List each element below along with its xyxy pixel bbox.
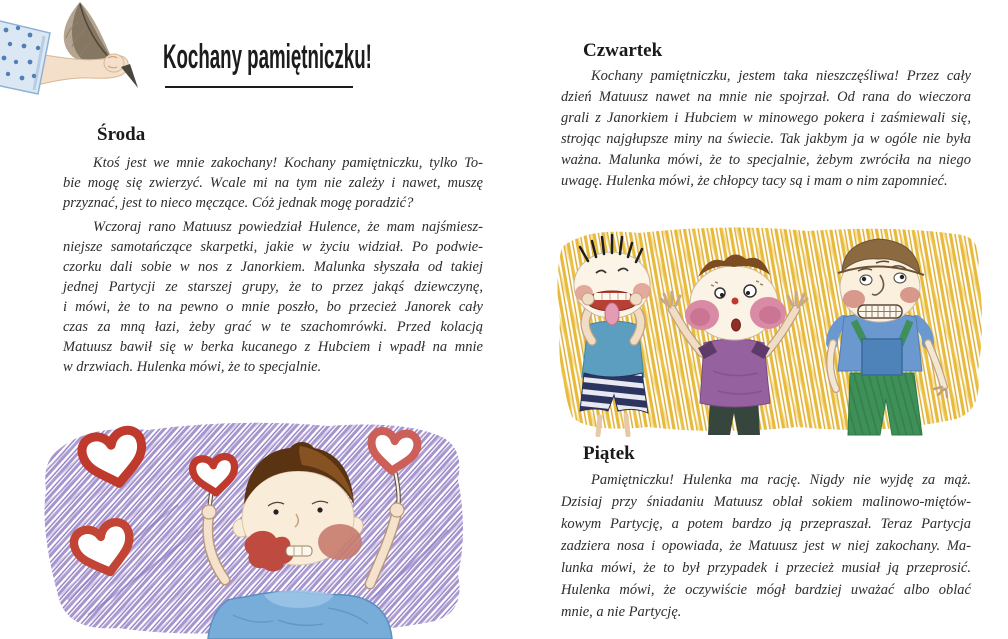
section-heading-piatek: Piątek [583,443,635,464]
diary-paragraph [561,66,971,192]
tongue [605,303,619,325]
text-line: Kochany pamiętniczku, jestem taka nieszczęśliwa! Przez cały [591,68,971,84]
text-line: i mówi, że to na pewno o mnie poszło, bo przecież Janorek cały [63,299,483,315]
text-line: zadziera nosa i opowiada, że Matuusz jest w niej zakochany. Ma- [561,538,971,554]
diary-paragraph [63,153,483,213]
diary-paragraph [63,217,483,377]
text-line: niejsze samotańczące skarpetki, jakie w życiu widział. Po podwie- [63,239,483,255]
text-line: Dzisiaj przy śniadaniu Matuusz oblał sokiem malinowo-miętów- [561,494,971,510]
diary-paragraph [561,469,971,623]
title-underline [165,86,353,88]
text-line: Wczoraj rano Matuusz powiedział Hulence, że mam najśmiesz- [93,219,483,235]
hand [104,54,124,72]
section-heading-sroda: Środa [97,124,146,145]
text-line: grali z Janorkiem i Hubciem w minowego pokera i zaśmiewali się, [561,110,971,126]
arm-holding-quill-illustration [0,0,150,118]
rosy-cheek [318,524,362,560]
text-line: mnie, a nie Partycję. [561,604,682,620]
text-line: lunka mówi, że to był przypadek i przecież musiał ją przeprosić. [561,560,971,576]
pen-nib-icon [121,64,138,88]
text-line: przyznać, jest to nieco męczące. Cóż jednak mogę poradzić? [63,195,414,211]
text-line: bie mogę się zwierzyć. Wcale mi na tym nie zależy i nawet, muszę [63,175,483,191]
text-line: Ktoś jest we mnie zakochany! Kochany pamiętniczku, tylko To- [93,155,483,171]
text-line: strojąc najgłupsze miny na świecie. Tak jakbym ja w ogóle nie była [561,131,971,147]
page-title-block [163,38,543,88]
text-line: Matuusz bawił się w berka kucanego z Hubciem i wpadł na mnie [63,339,483,355]
text-line: Pamiętniczku! Hulenka ma rację. Nigdy nie wyjdę za mąż. [591,472,971,488]
text-line: czas za mną łazi, żeby grać w te szachomrówki. Przed kolacją [63,319,483,335]
text-line: dzień Matuusz nawet na mnie nie spojrzał. Od rana do wieczora [561,89,971,105]
boy-with-hearts-illustration [28,410,472,639]
text-line: Hulenka mówi, że oczywiście mógł bardziej uważać albo oblać [561,582,971,598]
overalls-bib [862,339,902,375]
text-line: czorku dali sobie w nos z Janorkiem. Malunka słyszała od takiej [63,259,483,275]
page-title: Kochany pamiętniczku! [163,38,372,76]
section-heading-czwartek: Czwartek [583,40,663,61]
text-line: ważna. Malunka mówi, że to specjalnie, żebym zwróciła na niego [561,152,971,168]
three-boys-illustration [548,221,988,437]
text-line: w drzwiach. Hulenka mówi, że to specjalnie. [63,359,322,375]
text-line: jednej Partycji ze starszej grupy, że to przez jakąś dziewczynę, [63,279,483,295]
text-line: kowym Partycję, a potem bardzo ją przepraszał. Teraz Partycja [561,516,971,532]
text-line: uwagę. Hulenka mówi, że chłopcy tacy są i mam o nim zapomnieć. [561,173,948,189]
